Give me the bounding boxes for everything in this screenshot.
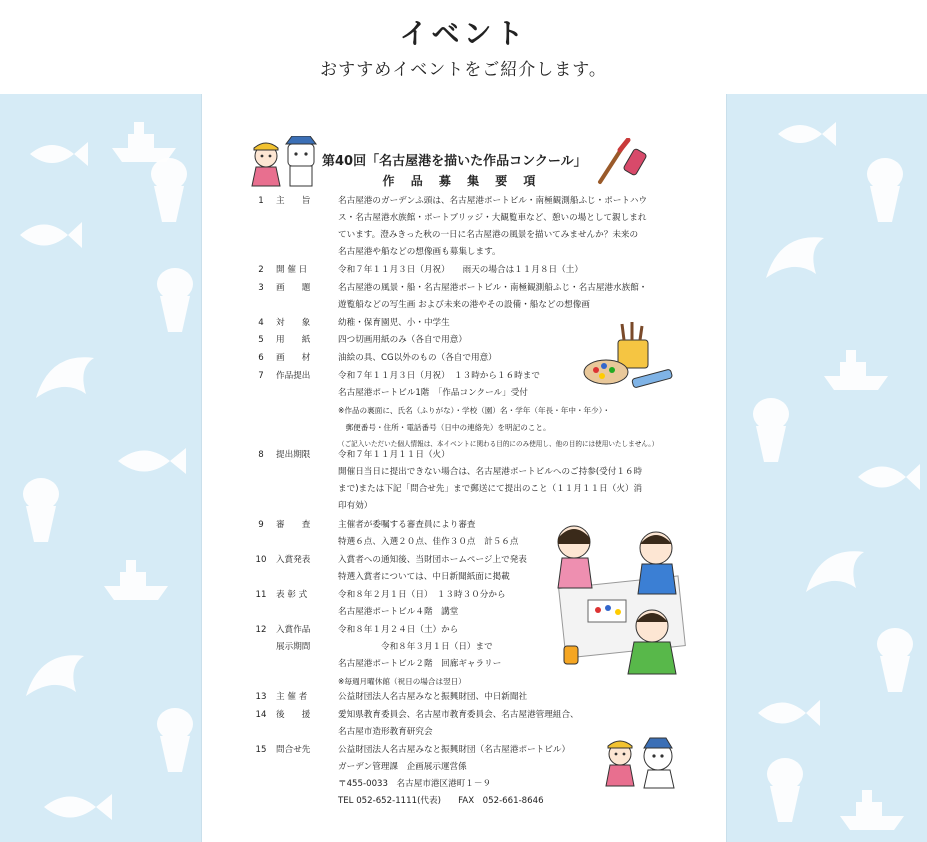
row-content (338, 315, 664, 332)
row-number: 5 (258, 335, 264, 345)
row-content (338, 707, 664, 741)
page-title: イベント (399, 17, 528, 50)
mascot-illustration (248, 136, 320, 188)
dolphin-icon (20, 642, 100, 712)
row-line: 令和８年３月１日（日）まで (338, 642, 493, 652)
row-number: 10 (255, 555, 267, 565)
row-line: 入賞者への通知後、当財団ホームページ上で発表 (338, 555, 527, 565)
penguin-icon (144, 154, 194, 224)
row-label: 画 材 (276, 353, 311, 363)
row-line: 名古屋港の風景・船・名古屋港ポートビル・南極観測船ふじ・名古屋港水族館・ (338, 283, 648, 293)
ship-icon (836, 784, 908, 834)
row-line: ス・名古屋港水族館・ポートブリッジ・大観覧車など、憩いの場として親しまれ (338, 213, 647, 223)
row-number: 2 (258, 265, 264, 275)
fish-icon (770, 114, 840, 154)
row-label: 開 催 日 (276, 265, 308, 275)
row-note: 郵便番号・住所・電話番号（日中の連絡先）を明記のこと。 (338, 423, 551, 432)
row-content (338, 742, 664, 810)
row-line: 名古屋港ポートビル２階 回廊ギャラリー (338, 659, 502, 669)
row-number: 8 (258, 450, 264, 460)
row-label: 提出期限 (276, 450, 311, 460)
ship-icon (100, 554, 172, 604)
row-label: 主 旨 (276, 196, 311, 206)
dolphin-icon (760, 224, 840, 294)
row-label: 問合せ先 (276, 745, 311, 755)
privacy-note: （ご記入いただいた個人情報は、本イベントに関わる目的にのみ使用し、他の目的には使用いたしません。） (338, 440, 659, 448)
row-label: 後 援 (276, 710, 311, 720)
page-header (0, 0, 927, 94)
flyer-title: 第40回「名古屋港を描いた作品コンクール」 (322, 154, 587, 169)
row-line: 名古屋港ポートビル４階 講堂 (338, 607, 459, 617)
row-number: 12 (255, 625, 267, 635)
row-line: TEL 052-652-1111(代表) FAX 052-661-8646 (338, 796, 544, 806)
row-line: 開催日当日に提出できない場合は、名古屋港ポートビルへのご持参(受付１６時 (338, 467, 643, 477)
row-line: 四つ切画用紙のみ（各自で用意） (338, 335, 467, 345)
row-line: 公益財団法人名古屋みなと振興財団（名古屋港ポートビル） (338, 745, 571, 755)
row-content (338, 280, 664, 314)
row-number: 9 (258, 520, 264, 530)
paintbrush-illustration (594, 138, 650, 186)
row-line: まで)または下記「問合せ先」まで郵送にて提出のこと（１１月１１日（火）消 (338, 484, 643, 494)
row-content (338, 517, 664, 551)
row-number: 13 (255, 692, 267, 702)
row-number: 15 (255, 745, 267, 755)
row-line: 油絵の具、CG以外のもの（各自で用意） (338, 353, 497, 363)
row-content (338, 350, 664, 367)
fish-icon (12, 212, 84, 258)
penguin-icon (870, 624, 920, 694)
row-label: 審 査 (276, 520, 311, 530)
row-content (338, 689, 664, 706)
row-content (338, 193, 664, 261)
row-line: 公益財団法人名古屋みなと振興財団、中日新聞社 (338, 692, 528, 702)
row-content (338, 587, 664, 621)
row-label: 表 彰 式 (276, 590, 308, 600)
row-content (338, 332, 664, 349)
row-content (338, 447, 664, 515)
penguin-icon (746, 394, 796, 464)
dolphin-icon (30, 344, 110, 414)
penguin-icon (16, 474, 66, 544)
dolphin-icon (800, 538, 880, 608)
row-content (338, 368, 664, 453)
penguin-icon (150, 704, 200, 774)
row-label: 対 象 (276, 318, 311, 328)
ship-icon (820, 344, 892, 394)
penguin-icon (860, 154, 910, 224)
row-label: 入賞作品 (276, 625, 311, 635)
fish-icon (750, 690, 822, 736)
fish-icon (850, 454, 922, 500)
row-label: 作品提出 (276, 371, 311, 381)
row-line: 愛知県教育委員会、名古屋市教育委員会、名古屋港管理組合、 (338, 710, 579, 720)
row-content (338, 622, 664, 690)
row-line: 印有効） (338, 501, 373, 511)
penguin-icon (150, 264, 200, 334)
row-line: 令和７年１１月１１日（火） (338, 450, 450, 460)
row-number: 7 (258, 371, 264, 381)
row-number: 3 (258, 283, 264, 293)
row-label: 画 題 (276, 283, 311, 293)
fish-icon (36, 784, 116, 830)
row-line: 名古屋港ポートビル1階 「作品コンクール」受付 (338, 388, 528, 398)
row-line: 特選６点、入選２０点、佳作３０点 計５６点 (338, 537, 519, 547)
event-flyer (201, 94, 727, 842)
penguin-icon (760, 754, 810, 824)
row-label: 用 紙 (276, 335, 311, 345)
row-number: 11 (255, 590, 267, 600)
row-line: ています。澄みきった秋の一日に名古屋港の風景を描いてみませんか？未来の (338, 230, 639, 240)
row-line: 遊覧船などの写生画 および未来の港やその設備・船などの想像画 (338, 300, 590, 310)
row-number: 1 (258, 196, 264, 206)
row-line: 令和７年１１月３日（月祝） 雨天の場合は１１月８日（土） (338, 265, 583, 275)
row-label: 入賞発表 (276, 555, 311, 565)
row-label: 主 催 者 (276, 692, 308, 702)
row-line: 令和７年１１月３日（月祝） １３時から１６時まで (338, 371, 540, 381)
row-label-secondary: 展示期間 (276, 642, 311, 652)
flyer-subtitle: 作 品 募 集 要 項 (382, 174, 542, 188)
row-content (338, 262, 664, 279)
row-line: 主催者が委嘱する審査員により審査 (338, 520, 476, 530)
row-note: ※作品の裏面に、氏名（ふりがな）・学校（園）名・学年（年長・年中・年少）・ (338, 406, 611, 415)
row-line: 名古屋港や船などの想像画も募集します。 (338, 247, 501, 257)
row-line: 令和８年１月２４日（土）から (338, 625, 459, 635)
row-line: 名古屋港のガーデンふ頭は、名古屋港ポートビル・南極観測船ふじ・ポートハウ (338, 196, 648, 206)
row-line: 令和８年２月１日（日） １３時３０分から (338, 590, 506, 600)
row-content (338, 552, 664, 586)
page-subtitle: おすすめイベントをご紹介します。 (320, 60, 607, 80)
row-line: 幼稚・保育園児、小・中学生 (338, 318, 450, 328)
fish-icon (110, 438, 190, 484)
row-number: 4 (258, 318, 264, 328)
row-number: 14 (255, 710, 267, 720)
row-note: ※毎週月曜休館（祝日の場合は翌日） (338, 677, 466, 686)
row-number: 6 (258, 353, 264, 363)
row-line: 〒455-0033 名古屋市港区港町１－９ (338, 779, 492, 789)
fish-icon (22, 134, 92, 174)
row-line: ガーデン管理課 企画展示運営係 (338, 762, 467, 772)
row-line: 特選入賞者については、中日新聞紙面に掲載 (338, 572, 510, 582)
row-line: 名古屋市造形教育研究会 (338, 727, 433, 737)
